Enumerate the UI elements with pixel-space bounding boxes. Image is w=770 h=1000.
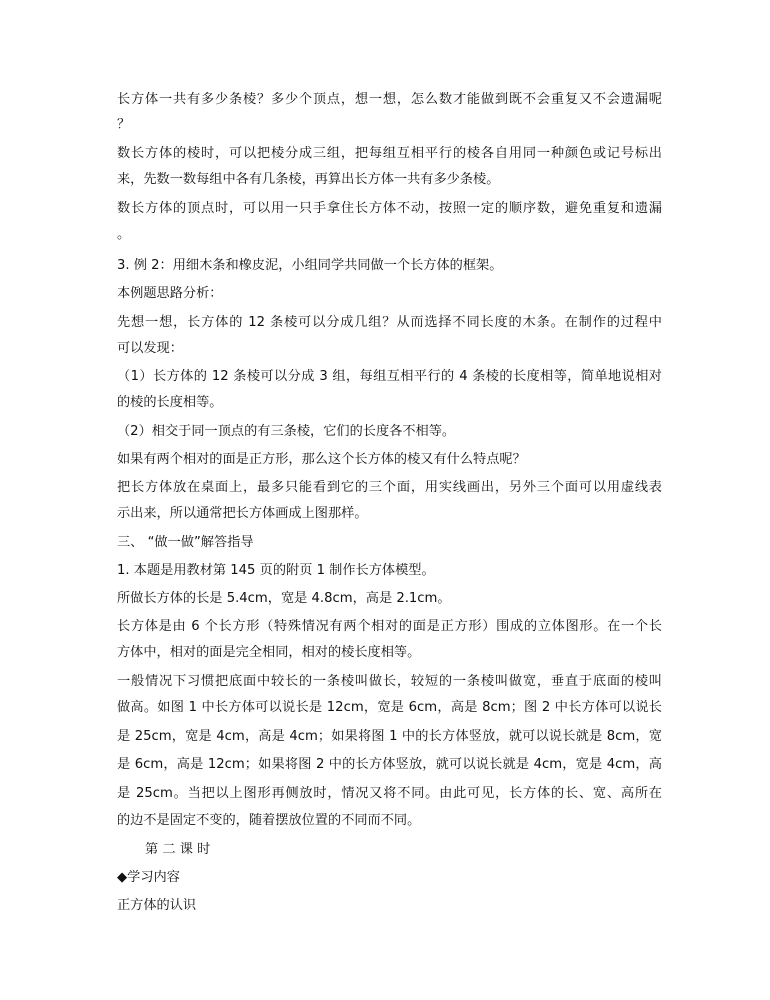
- text-line: 正方体的认识: [117, 898, 197, 913]
- text-line: 如果有两个相对的面是正方形，那么这个长方体的棱又有什么特点呢？: [117, 452, 526, 467]
- text-line: 长方体一共有多少条棱？多少个顶点，想一想，怎么数才能做到既不会重复又不会遗漏呢: [117, 92, 662, 107]
- lesson-heading: 第 二 课 时: [145, 842, 211, 857]
- text-line: （2）相交于同一顶点的有三条棱，它们的长度各不相等。: [117, 424, 456, 439]
- text-line: 所做长方体的长是 5.4cm，宽是 4.8cm，高是 2.1cm。: [117, 591, 451, 606]
- text-line: 1. 本题是用教材第 145 页的附页 1 制作长方体模型。: [117, 563, 435, 578]
- text-line: 数长方体的顶点时，可以用一只手拿住长方体不动，按照一定的顺序数，避免重复和遗漏: [117, 201, 662, 216]
- text-line: 示出来，所以通常把长方体画成上图那样。: [117, 506, 368, 521]
- text-line: 是 6cm，高是 12cm；如果将图 2 中的长方体竖放，就可以说长就是 4cm，宽是 4cm，高: [117, 757, 662, 772]
- text-line: 本例题思路分析：: [117, 286, 223, 301]
- text-line: 。: [117, 227, 131, 242]
- text-line: 是 25cm，宽是 4cm，高是 4cm；如果将图 1 中的长方体竖放，就可以说长就是 8cm，宽: [117, 729, 662, 744]
- text-line: 数长方体的棱时，可以把棱分成三组，把每组互相平行的棱各自用同一种颜色或记号标出: [117, 146, 662, 161]
- text-line: 可以发现：: [117, 341, 183, 356]
- text-line: 3. 例 2：用细木条和橡皮泥，小组同学共同做一个长方体的框架。: [117, 258, 503, 273]
- text-line: 一般情况下习惯把底面中较长的一条棱叫做长，较短的一条棱叫做宽，垂直于底面的棱叫: [117, 674, 662, 689]
- text-line: 把长方体放在桌面上，最多只能看到它的三个面，用实线画出，另外三个面可以用虚线表: [117, 480, 662, 495]
- text-line: 是 25cm。当把以上图形再侧放时，情况又将不同。由此可见，长方体的长、宽、高所在: [117, 786, 662, 801]
- section-heading: 三、 “做一做”解答指导: [117, 535, 254, 550]
- text-line: 做高。如图 1 中长方体可以说长是 12cm，宽是 6cm，高是 8cm；图 2 中长方体可以说长: [117, 700, 662, 715]
- text-line: 的棱的长度相等。: [117, 395, 223, 410]
- text-line: 的边不是固定不变的，随着摆放位置的不同而不同。: [117, 813, 421, 828]
- text-line: 来，先数一数每组中各有几条棱，再算出长方体一共有多少条棱。: [117, 172, 500, 187]
- text-line: 方体中，相对的面是完全相同，相对的棱长度相等。: [117, 645, 421, 660]
- text-line: ？: [117, 117, 131, 132]
- text-line: 先想一想，长方体的 12 条棱可以分成几组？从而选择不同长度的木条。在制作的过程中: [117, 315, 662, 330]
- text-line: （1）长方体的 12 条棱可以分成 3 组，每组互相平行的 4 条棱的长度相等，简单地说相对: [117, 369, 662, 384]
- section-heading: ◆学习内容: [117, 870, 180, 885]
- text-line: 长方体是由 6 个长方形（特殊情况有两个相对的面是正方形）围成的立体图形。在一个长: [117, 619, 662, 634]
